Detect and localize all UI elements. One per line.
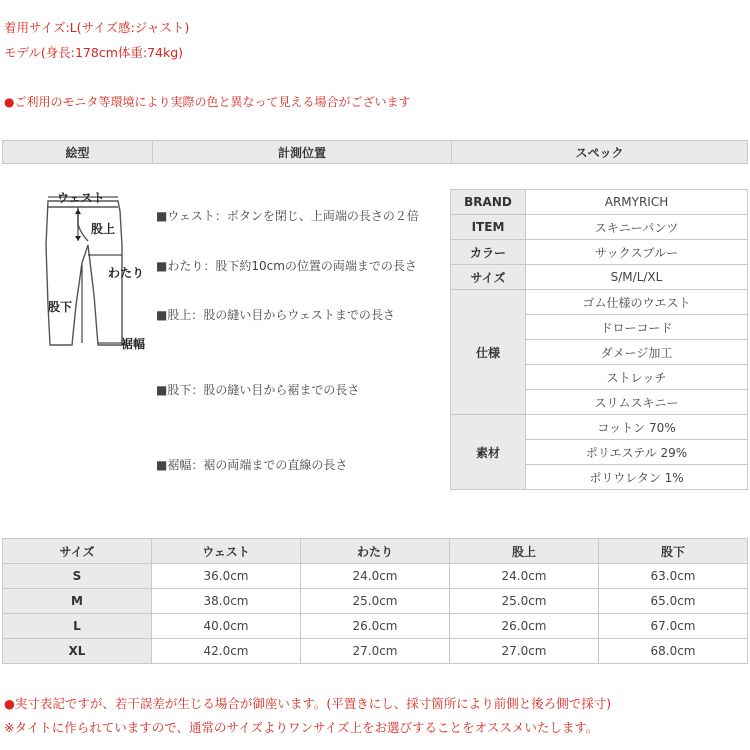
footer-note-2: ※タイトに作られていますので、通常のサイズよりワンサイズ上をお選びすることをオススメいたします。	[4, 720, 599, 735]
spec-material: ポリウレタン 1%	[526, 465, 748, 490]
measure-thigh: ■わたり：股下約10cmの位置の両端までの長さ	[156, 259, 417, 273]
spec-material: コットン 70%	[526, 415, 748, 440]
table-row	[3, 614, 748, 639]
diagram-label-hem: 裾幅	[121, 337, 146, 351]
spec-value: ARMYRICH	[526, 190, 748, 215]
col-position-header: 計測位置	[153, 141, 452, 164]
spec-row	[451, 215, 748, 240]
section-header-table	[2, 140, 748, 164]
spec-key: BRAND	[451, 190, 526, 215]
value-cell: 40.0cm	[152, 614, 301, 639]
spec-features-key: 仕様	[451, 290, 526, 415]
value-cell: 65.0cm	[599, 589, 748, 614]
size-worn-text: 着用サイズ:L(サイズ感:ジャスト)	[4, 20, 190, 35]
size-header-size: サイズ	[3, 539, 152, 564]
value-cell: 24.0cm	[450, 564, 599, 589]
spec-row	[451, 415, 748, 440]
spec-row	[451, 240, 748, 265]
diagram-label-waist: ウェスト	[57, 191, 105, 205]
measure-rise: ■股上：股の縫い目からウェストまでの長さ	[156, 308, 395, 322]
spec-key: サイズ	[451, 265, 526, 290]
spec-row	[451, 290, 748, 315]
spec-feature: スリムスキニー	[526, 390, 748, 415]
spec-feature: ストレッチ	[526, 365, 748, 390]
table-row	[3, 639, 748, 664]
spec-material: ポリエステル 29%	[526, 440, 748, 465]
spec-key: ITEM	[451, 215, 526, 240]
col-spec-header: スペック	[452, 141, 748, 164]
value-cell: 25.0cm	[301, 589, 450, 614]
spec-material-key: 素材	[451, 415, 526, 490]
diagram-label-thigh: わたり	[108, 266, 145, 280]
value-cell: 36.0cm	[152, 564, 301, 589]
value-cell: 42.0cm	[152, 639, 301, 664]
size-table-header-row	[3, 539, 748, 564]
diagram-label-inseam: 股下	[48, 300, 73, 314]
spec-row	[451, 190, 748, 215]
spec-table	[450, 189, 748, 490]
pants-diagram	[42, 185, 162, 355]
measure-waist: ■ウェスト：ボタンを閉じ、上両端の長さの２倍	[156, 209, 419, 223]
value-cell: 67.0cm	[599, 614, 748, 639]
size-header-waist: ウェスト	[152, 539, 301, 564]
table-row	[3, 564, 748, 589]
spec-row	[451, 265, 748, 290]
size-cell: XL	[3, 639, 152, 664]
spec-value: サックスブルー	[526, 240, 748, 265]
footer-note-1: ●実寸表記ですが、若干誤差が生じる場合が御座います。(平置きにし、採寸箇所により前側と後ろ側で採寸)	[4, 696, 612, 711]
value-cell: 68.0cm	[599, 639, 748, 664]
size-header-rise: 股上	[450, 539, 599, 564]
value-cell: 24.0cm	[301, 564, 450, 589]
spec-feature: ドローコード	[526, 315, 748, 340]
spec-value: S/M/L/XL	[526, 265, 748, 290]
measure-hem: ■裾幅：裾の両端までの直線の長さ	[156, 458, 348, 472]
size-header-inseam: 股下	[599, 539, 748, 564]
size-cell: S	[3, 564, 152, 589]
model-info-text: モデル(身長:178cm体重:74kg)	[4, 45, 184, 60]
size-table	[2, 538, 748, 664]
table-row	[3, 589, 748, 614]
col-pattern-header: 絵型	[3, 141, 153, 164]
size-header-thigh: わたり	[301, 539, 450, 564]
spec-feature: ゴム仕様のウエスト	[526, 290, 748, 315]
size-cell: L	[3, 614, 152, 639]
value-cell: 26.0cm	[450, 614, 599, 639]
value-cell: 38.0cm	[152, 589, 301, 614]
spec-feature: ダメージ加工	[526, 340, 748, 365]
spec-value: スキニーパンツ	[526, 215, 748, 240]
size-cell: M	[3, 589, 152, 614]
spec-key: カラー	[451, 240, 526, 265]
value-cell: 25.0cm	[450, 589, 599, 614]
diagram-label-rise: 股上	[91, 222, 116, 236]
value-cell: 26.0cm	[301, 614, 450, 639]
value-cell: 27.0cm	[301, 639, 450, 664]
value-cell: 27.0cm	[450, 639, 599, 664]
measure-inseam: ■股下：股の縫い目から裾までの長さ	[156, 383, 360, 397]
color-note-text: ●ご利用のモニタ等環境により実際の色と異なって見える場合がございます	[4, 95, 411, 109]
value-cell: 63.0cm	[599, 564, 748, 589]
